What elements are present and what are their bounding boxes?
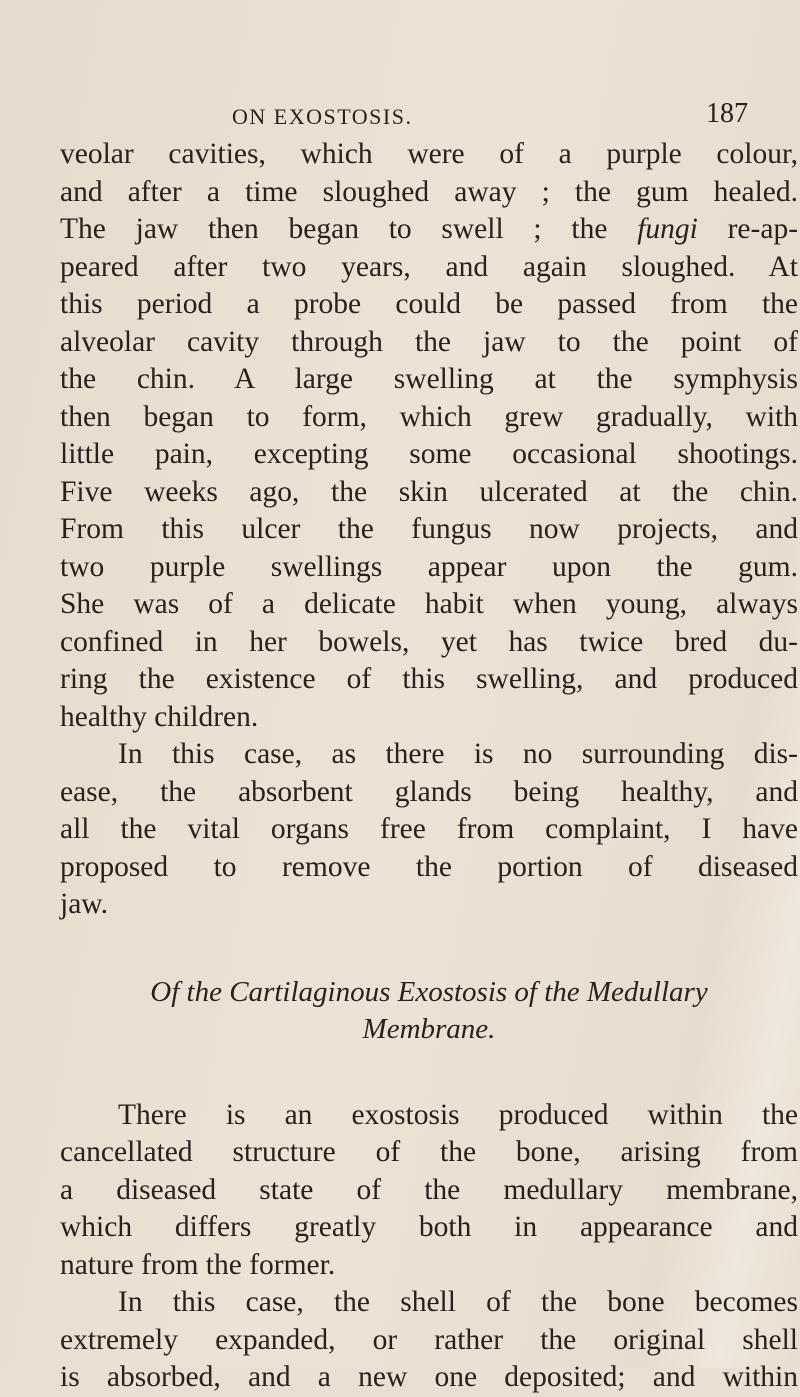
spacer: [60, 1049, 798, 1097]
text-line: In this case, as there is no surrounding dis-: [118, 738, 798, 770]
text-line: She was of a delicate habit when young, always: [60, 588, 798, 620]
text-line: this period a probe could be passed from the: [60, 288, 798, 320]
text-line: is absorbed, and a new one deposited; and within: [60, 1361, 798, 1393]
text-line: ring the existence of this swelling, and produced: [60, 663, 798, 695]
running-title: ON EXOSTOSIS.: [232, 104, 413, 129]
paragraph: [60, 136, 798, 736]
paragraph: [60, 1097, 798, 1285]
text-line: ease, the absorbent glands being healthy, and: [60, 775, 798, 808]
paragraph: [60, 1284, 798, 1397]
text-line: which differs greatly both in appearance and: [60, 1211, 798, 1243]
text-line: proposed to remove the portion of diseased: [60, 850, 798, 883]
text-line: the chin. A large swelling at the symphysis: [60, 363, 798, 395]
text-line: and after a time sloughed away ; the gum healed.: [60, 175, 798, 208]
heading-line: Membrane.: [362, 1013, 496, 1045]
text-line: a diseased state of the medullary membrane,: [60, 1173, 798, 1206]
text-line: In this case, the shell of the bone becomes: [118, 1286, 798, 1318]
text-line: alveolar cavity through the jaw to the point of: [60, 325, 798, 358]
text-line: jaw.: [60, 888, 109, 920]
text-run: The jaw then began to swell ; the: [60, 213, 608, 245]
text-line: all the vital organs free from complaint, I have: [60, 813, 798, 845]
text-line: little pain, excepting some occasional shootings.: [60, 438, 798, 470]
text-line: peared after two years, and again sloughed. At: [60, 250, 798, 283]
text-run: re-ap-: [727, 213, 799, 245]
text-line: nature from the former.: [60, 1248, 336, 1281]
section-heading: [60, 974, 798, 1049]
heading-line: Of the Cartilaginous Exostosis of the Medullary: [150, 975, 708, 1008]
text-line: veolar cavities, which were of a purple colour,: [60, 138, 798, 170]
text-line: There is an exostosis produced within the: [118, 1098, 798, 1131]
text-line: then began to form, which grew gradually, with: [60, 400, 798, 433]
text-line: two purple swellings appear upon the gum.: [60, 550, 798, 583]
text-line: confined in her bowels, yet has twice bred du-: [60, 625, 798, 658]
running-header: [0, 98, 800, 132]
text-line: From this ulcer the fungus now projects, and: [60, 513, 798, 545]
text-line: cancellated structure of the bone, arising from: [60, 1136, 798, 1168]
text-line: Five weeks ago, the skin ulcerated at the chin.: [60, 475, 798, 508]
paragraph: [60, 736, 798, 924]
body-text: [60, 136, 798, 1397]
spacer: [60, 924, 798, 974]
text-line: healthy children.: [60, 700, 259, 733]
text-line: [60, 211, 798, 249]
text-line: extremely expanded, or rather the original shell: [60, 1323, 798, 1356]
page-number: 187: [706, 98, 748, 129]
italic-word: fungi: [637, 213, 698, 245]
